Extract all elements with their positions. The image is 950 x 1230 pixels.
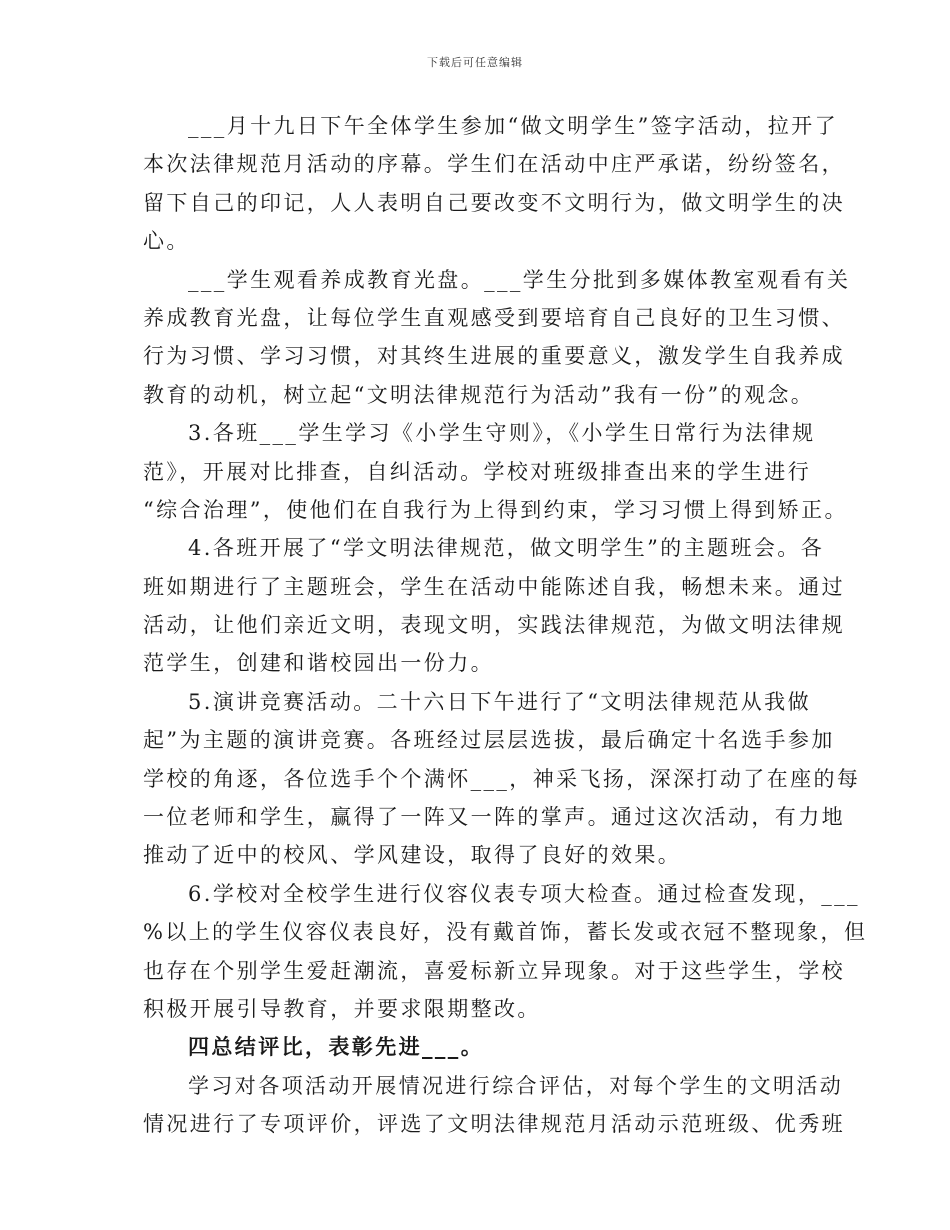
- paragraph-line: 养成教育光盘，让每位学生直观感受到要培育自己良好的卫生习惯、: [143, 305, 845, 330]
- paragraph-line: 班如期进行了主题班会，学生在活动中能陈述自我，畅想未来。通过: [143, 574, 845, 599]
- paragraph-line: 4.各班开展了“学文明法律规范，做文明学生”的主题班会。各: [188, 536, 825, 561]
- paragraph-line: 学校的角逐，各位选手个个满怀___，神采飞扬，深深打动了在座的每: [143, 766, 861, 791]
- paragraph-line: %以上的学生仪容仪表良好，没有戴首饰，蓄长发或衣冠不整现象，但: [143, 920, 868, 945]
- paragraph-line: 积极开展引导教育，并要求限期整改。: [143, 996, 541, 1021]
- paragraph-line: 本次法律规范月活动的序幕。学生们在活动中庄严承诺，纷纷签名，: [143, 152, 845, 177]
- paragraph-line: 活动，让他们亲近文明，表现文明，实践法律规范，为做文明法律规: [143, 613, 845, 638]
- paragraph-line: 3.各班___学生学习《小学生守则》，《小学生日常行为法律规: [188, 421, 816, 446]
- paragraph-line: 心。: [143, 229, 190, 254]
- section-heading: 四总结评比，表彰先进___。: [188, 1034, 485, 1060]
- paragraph-line: ___学生观看养成教育光盘。___学生分批到多媒体教室观看有关: [188, 267, 851, 292]
- paragraph-line: 5.演讲竞赛活动。二十六日下午进行了“文明法律规范从我做: [188, 689, 811, 714]
- paragraph-line: 范学生，创建和谐校园出一份力。: [143, 651, 494, 676]
- paragraph-line: 6.学校对全校学生进行仪容仪表专项大检查。通过检查发现，___: [188, 881, 860, 906]
- paragraph-line: 学习对各项活动开展情况进行综合评估，对每个学生的文明活动: [188, 1073, 844, 1098]
- paragraph-line: 推动了近中的校风、学风建设，取得了良好的效果。: [143, 843, 682, 868]
- page-header: 下载后可任意编辑: [427, 56, 523, 69]
- paragraph-line: 也存在个别学生爱赶潮流，喜爱标新立异现象。对于这些学生，学校: [143, 958, 845, 983]
- paragraph-line: 行为习惯、学习习惯，对其终生进展的重要意义，激发学生自我养成: [143, 344, 845, 369]
- paragraph-line: 范》，开展对比排查，自纠活动。学校对班级排查出来的学生进行: [143, 459, 812, 484]
- paragraph-line: 一位老师和学生，赢得了一阵又一阵的掌声。通过这次活动，有力地: [143, 805, 845, 830]
- paragraph-line: “综合治理”，使他们在自我行为上得到约束，学习习惯上得到矫正。: [143, 497, 848, 522]
- paragraph-line: 教育的动机，树立起“文明法律规范行为活动”我有一份”的观念。: [143, 382, 815, 407]
- paragraph-line: 情况进行了专项评价，评选了文明法律规范月活动示范班级、优秀班: [143, 1112, 845, 1137]
- document-body: [143, 107, 868, 1144]
- paragraph-line: 留下自己的印记，人人表明自己要改变不文明行为，做文明学生的决: [143, 190, 845, 215]
- paragraph-line: 起”为主题的演讲竞赛。各班经过层层选拔，最后确定十名选手参加: [143, 728, 835, 753]
- paragraph-line: ___月十九日下午全体学生参加“做文明学生”签字活动，拉开了: [188, 114, 838, 138]
